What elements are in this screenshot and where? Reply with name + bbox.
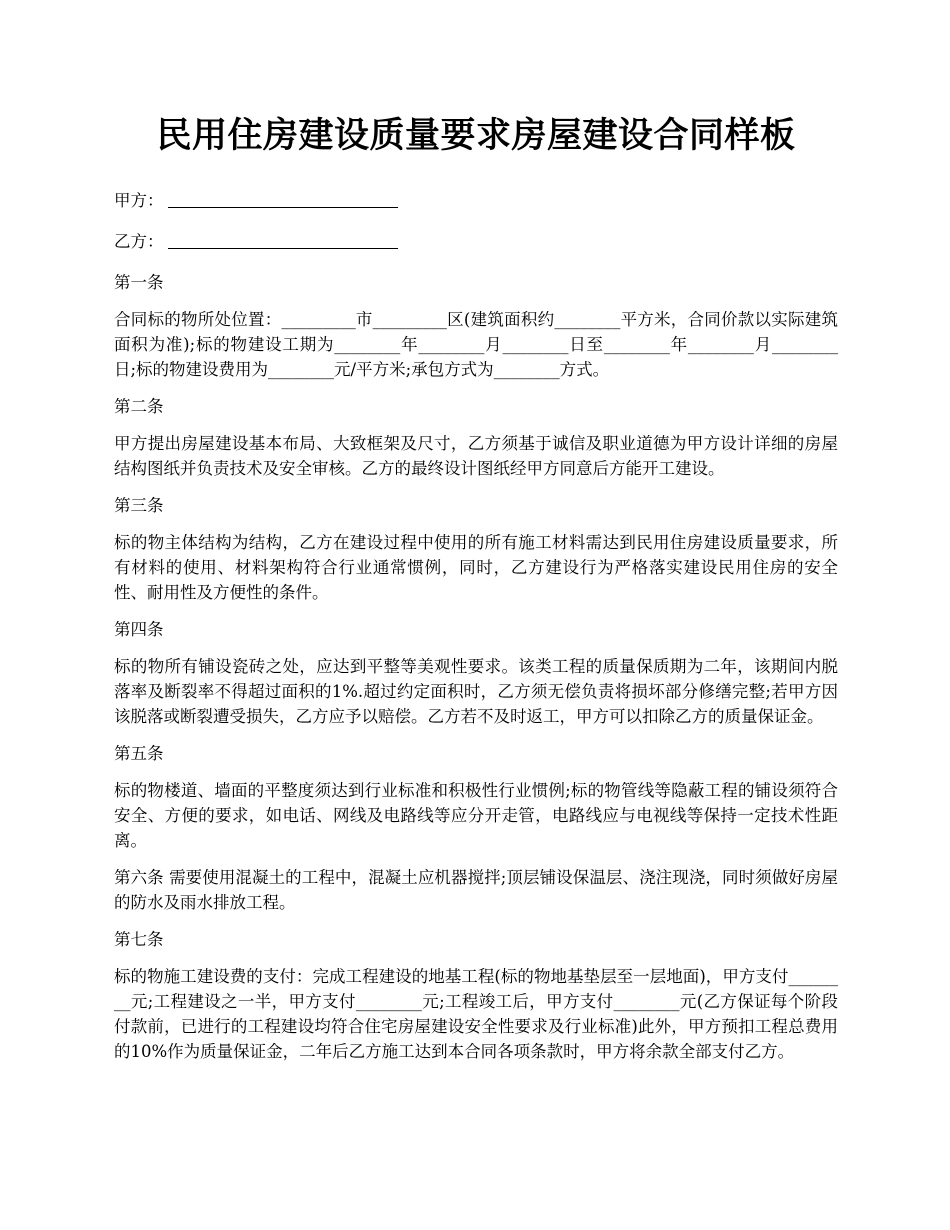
party-b-line [114, 229, 838, 254]
article-2-heading: 第二条 [114, 397, 164, 416]
article-2-body: 甲方提出房屋建设基本布局、大致框架及尺寸，乙方须基于诚信及职业道德为甲方设计详细的房屋结构图纸并负责技术及安全审核。乙方的最终设计图纸经甲方同意后方能开工建设。 [114, 434, 838, 478]
article-3-body: 标的物主体结构为结构，乙方在建设过程中使用的所有施工材料需达到民用住房建设质量要求，所有材料的使用、材料架构符合行业通常惯例，同时，乙方建设行为严格落实建设民用住房的安全性、耐用性及方便性的条件。 [114, 533, 838, 602]
article-3-heading: 第三条 [114, 496, 164, 515]
party-b-label: 乙方： [114, 232, 164, 251]
article-6-body: 第六条 需要使用混凝土的工程中，混凝土应机器搅拌;顶层铺设保温层、浇注现浇，同时须做好房屋的防水及雨水排放工程。 [114, 868, 838, 912]
article-1-heading: 第一条 [114, 273, 164, 292]
article-4-body: 标的物所有铺设瓷砖之处，应达到平整等美观性要求。该类工程的质量保质期为二年，该期间内脱落率及断裂率不得超过面积的1%.超过约定面积时，乙方须无偿负责将损坏部分修缮完整;若甲方因该脱落或断裂遭受损失，乙方应予以赔偿。乙方若不及时返工，甲方可以扣除乙方的质量保证金。 [114, 657, 838, 726]
party-a-label: 甲方： [114, 191, 164, 210]
article-4-heading: 第四条 [114, 620, 164, 639]
article-5-body: 标的物楼道、墙面的平整度须达到行业标准和积极性行业惯例;标的物管线等隐蔽工程的铺设须符合安全、方便的要求，如电话、网线及电路线等应分开走管，电路线应与电视线等保持一定技术性距离。 [114, 781, 838, 850]
party-a-blank [168, 206, 398, 208]
article-5-heading: 第五条 [114, 744, 164, 763]
article-1-body: 合同标的物所处位置：_________市_________区(建筑面积约________平方米，合同价款以实际建筑面积为准);标的物建设工期为________年________月________日至________年________月________日;标的物建设费用为________元/平方米;承包方式为________方式。 [114, 310, 838, 379]
article-7-body: 标的物施工建设费的支付：完成工程建设的地基工程(标的物地基垫层至一层地面)，甲方支付________元;工程建设之一半，甲方支付________元;工程竣工后，甲方支付________元(乙方保证每个阶段付款前，已进行的工程建设均符合住宅房屋建设安全性要求及行业标准)此外，甲方预扣工程总费用的10%作为质量保证金，二年后乙方施工达到本合同各项条款时，甲方将余款全部支付乙方。 [114, 967, 838, 1061]
party-a-line [114, 188, 838, 213]
article-7-heading: 第七条 [114, 930, 164, 949]
document-title: 民用住房建设质量要求房屋建设合同样板 [156, 115, 796, 156]
party-b-blank [168, 247, 398, 249]
